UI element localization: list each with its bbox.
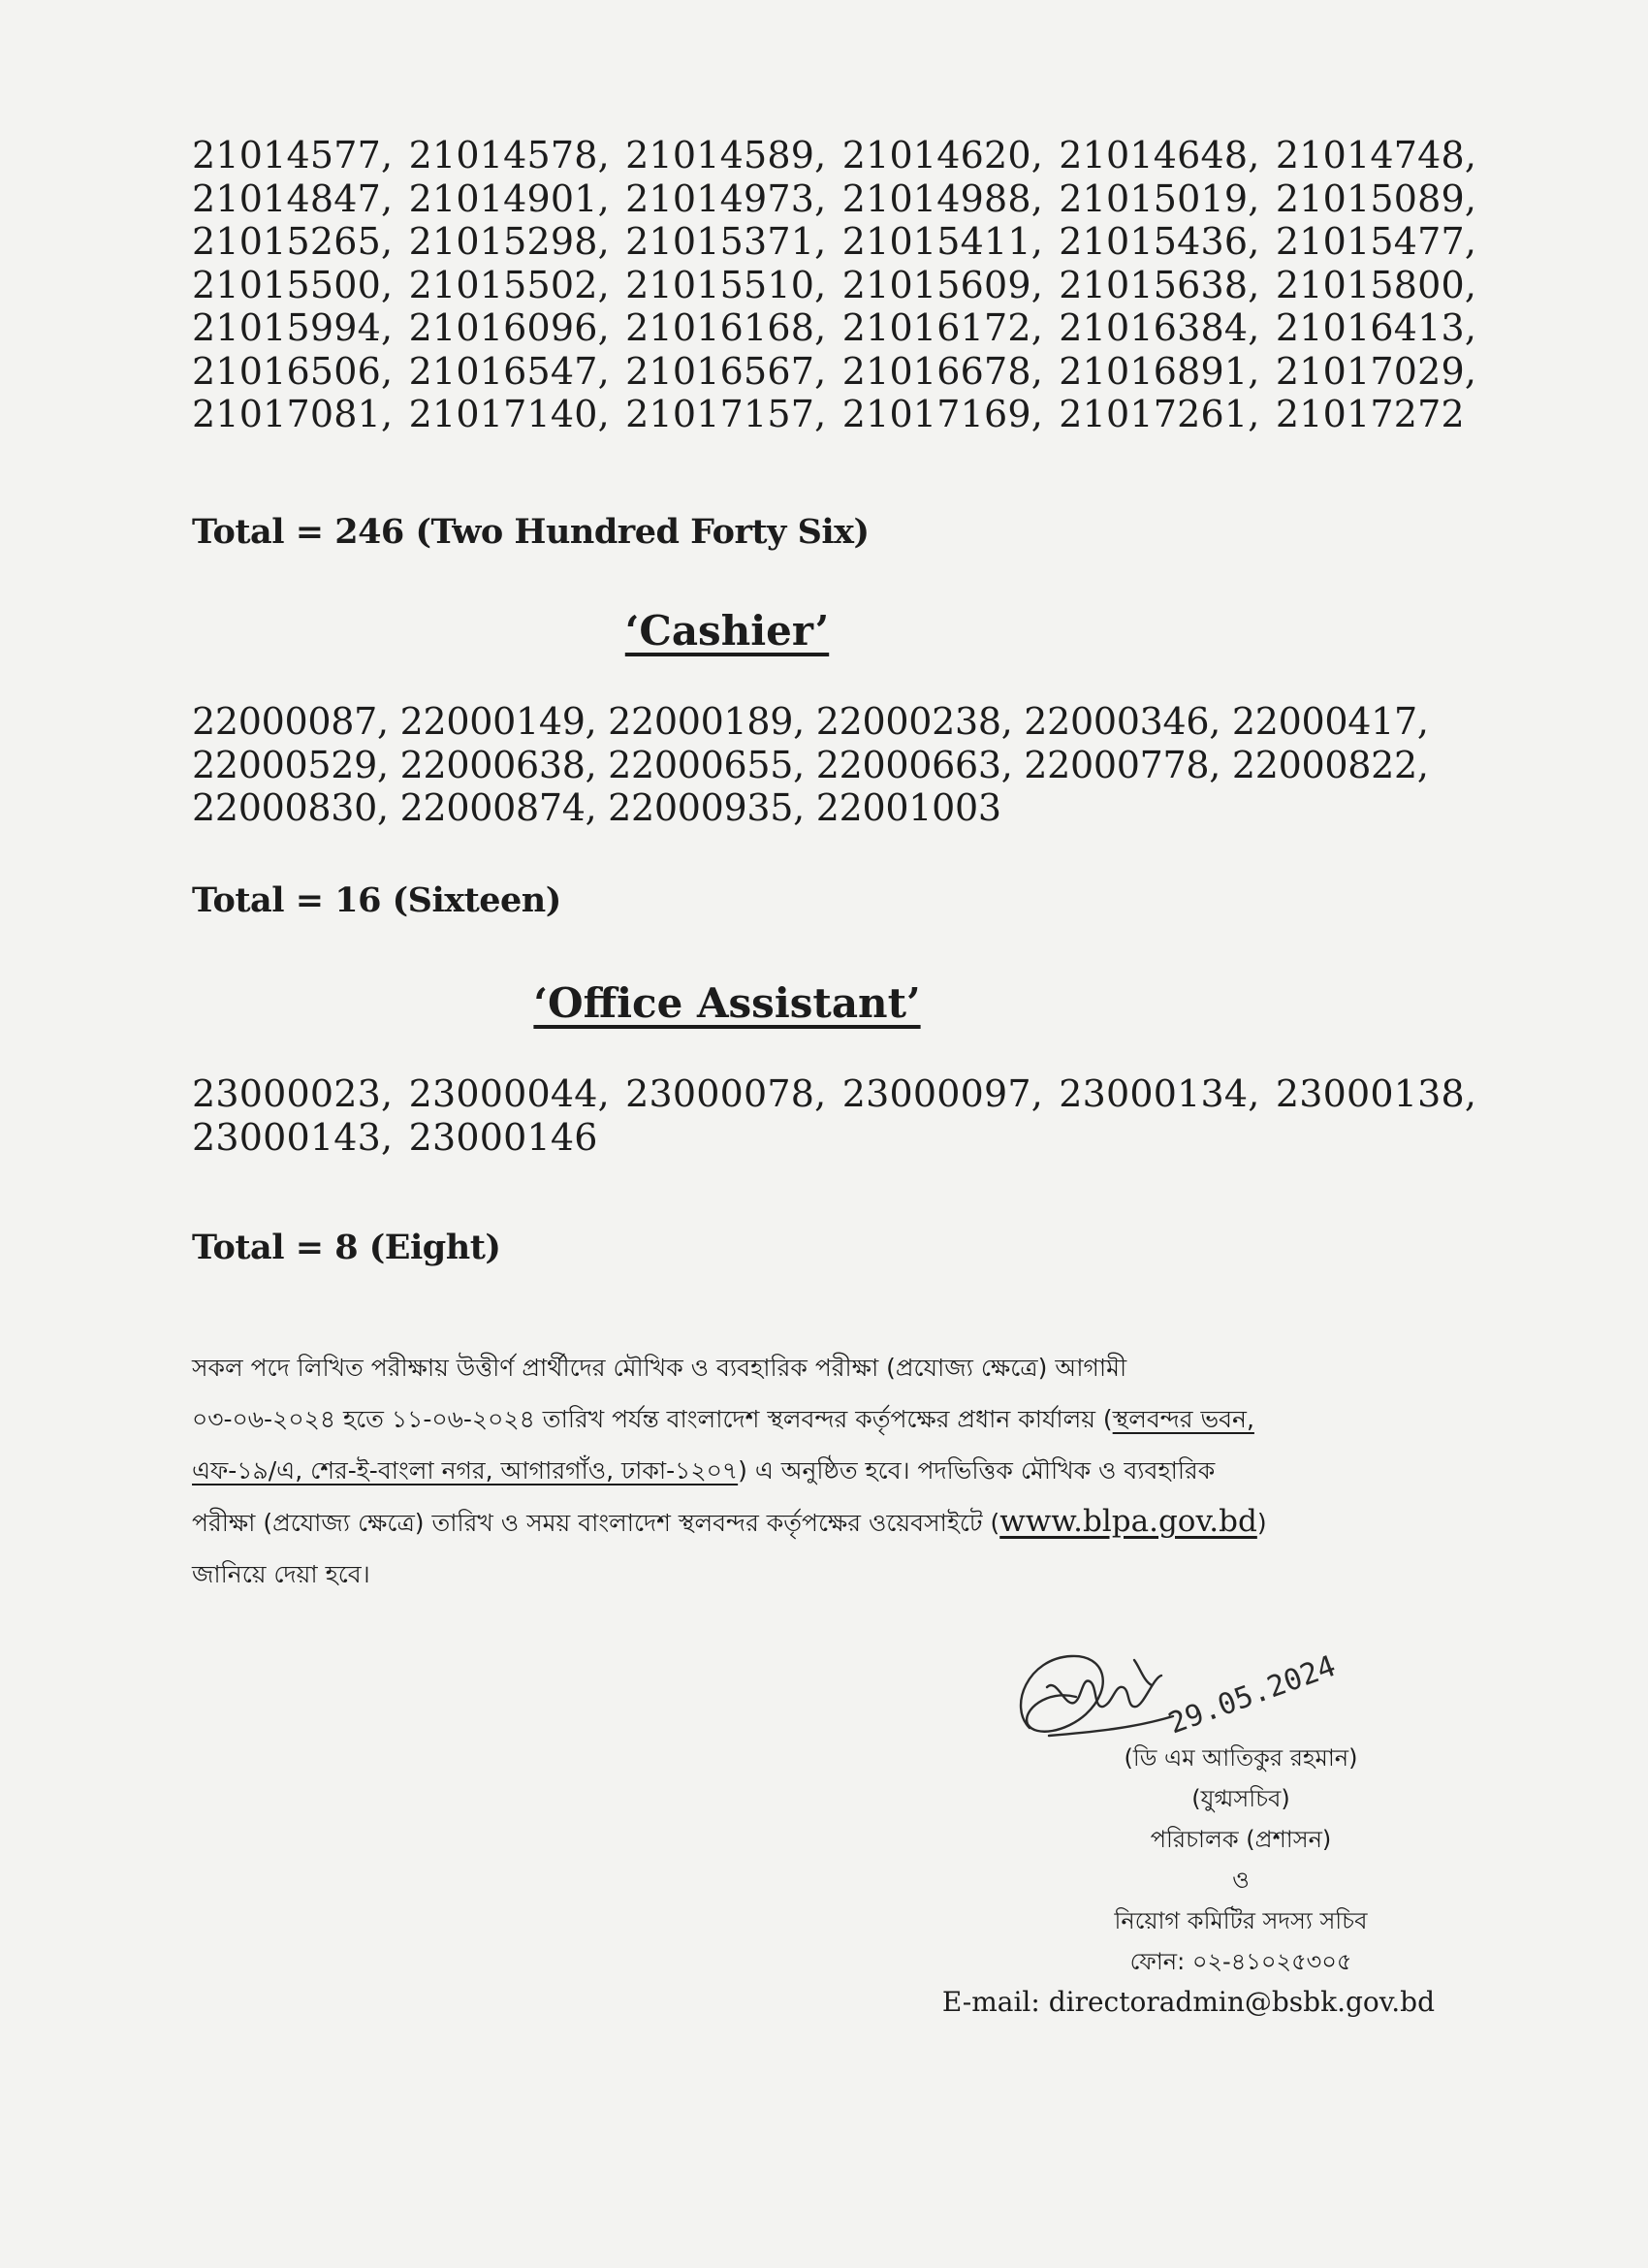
roll-line: 21017081, 21017140, 21017157, 21017169, 21017261, 21017272 [192, 393, 1465, 435]
roll-line: 21016506, 21016547, 21016567, 21016678, 21016891, 21017029, [192, 349, 1477, 393]
notice-text: ) [1256, 1509, 1267, 1537]
roll-list-continued [192, 134, 1477, 436]
signatory-phone: ফোন: ০২-৪১০২৫৩০৫ [1129, 1948, 1352, 1975]
signature-date: 29.05.2024 [1163, 1648, 1341, 1741]
signatory-and: ও [1232, 1867, 1250, 1894]
signatory-role: পরিচালক (প্রশাসন) [1150, 1826, 1332, 1853]
roll-line: 22000529, 22000638, 22000655, 22000663, 22000778, 22000822, [192, 743, 1429, 786]
notice-line: সকল পদে লিখিত পরীক্ষায় উত্তীর্ণ প্রার্থীদের মৌখিক ও ব্যবহারিক পরীক্ষা (প্রযোজ্য ক্ষেত্রে) আগামী [192, 1354, 1127, 1382]
total-top: Total = 246 (Two Hundred Forty Six) [192, 512, 870, 552]
notice-text: ০৩-০৬-২০২৪ হতে ১১-০৬-২০২৪ তারিখ পর্যন্ত বাংলাদেশ স্থলবন্দর কর্তৃপক্ষের প্রধান কার্যালয় ( [192, 1405, 1113, 1433]
office-assistant-heading [0, 979, 1454, 1027]
cashier-total: Total = 16 (Sixteen) [192, 880, 561, 920]
notice-text: পরীক্ষা (প্রযোজ্য ক্ষেত্রে) তারিখ ও সময় বাংলাদেশ স্থলবন্দর কর্তৃপক্ষের ওয়েবসাইটে ( [192, 1509, 1000, 1537]
roll-line: 21014847, 21014901, 21014973, 21014988, 21015019, 21015089, [192, 176, 1477, 220]
roll-line: 21014577, 21014578, 21014589, 21014620, 21014648, 21014748, [192, 134, 1477, 176]
notice-line: জানিয়ে দেয়া হবে। [192, 1560, 370, 1588]
notice-line [192, 1445, 1452, 1496]
office-assistant-total: Total = 8 (Eight) [192, 1228, 501, 1267]
roll-line: 21015994, 21016096, 21016168, 21016172, 21016384, 21016413, [192, 306, 1477, 349]
website-link[interactable]: www.blpa.gov.bd [999, 1504, 1257, 1539]
exam-notice [192, 1342, 1452, 1600]
roll-line: 23000143, 23000146 [192, 1115, 598, 1159]
cashier-heading [0, 607, 1454, 655]
roll-line: 22000087, 22000149, 22000189, 22000238, 22000346, 22000417, [192, 700, 1429, 743]
venue-address: এফ-১৯/এ, শের-ই-বাংলা নগর, আগারগাঁও, ঢাকা-১২০৭ [192, 1456, 739, 1485]
venue-text: স্থলবন্দর ভবন, [1112, 1405, 1254, 1433]
notice-text: ) এ অনুষ্ঠিত হবে। পদভিত্তিক মৌখিক ও ব্যবহারিক [738, 1456, 1216, 1485]
cashier-heading-text: ‘Cashier’ [624, 607, 830, 655]
roll-line: 21015265, 21015298, 21015371, 21015411, 21015436, 21015477, [192, 220, 1477, 263]
roll-line: 22000830, 22000874, 22000935, 22001003 [192, 786, 1001, 829]
signatory-committee: নিয়োগ কমিটির সদস্য সচিব [1114, 1907, 1368, 1934]
office-assistant-heading-text: ‘Office Assistant’ [533, 979, 921, 1027]
roll-line: 23000023, 23000044, 23000078, 23000097, 23000134, 23000138, [192, 1072, 1477, 1115]
signatory-block [872, 1738, 1609, 2023]
office-assistant-roll-list [192, 1072, 1477, 1159]
roll-line: 21015500, 21015502, 21015510, 21015609, 21015638, 21015800, [192, 263, 1477, 306]
signatory-designation: (যুগ্মসচিব) [1191, 1785, 1290, 1812]
notice-line [192, 1393, 1452, 1445]
notice-line [192, 1496, 1452, 1549]
signatory-email[interactable]: E-mail: directoradmin@bsbk.gov.bd [941, 1986, 1435, 2018]
cashier-roll-list [192, 700, 1452, 830]
signatory-name: (ডি এম আতিকুর রহমান) [1124, 1744, 1358, 1772]
